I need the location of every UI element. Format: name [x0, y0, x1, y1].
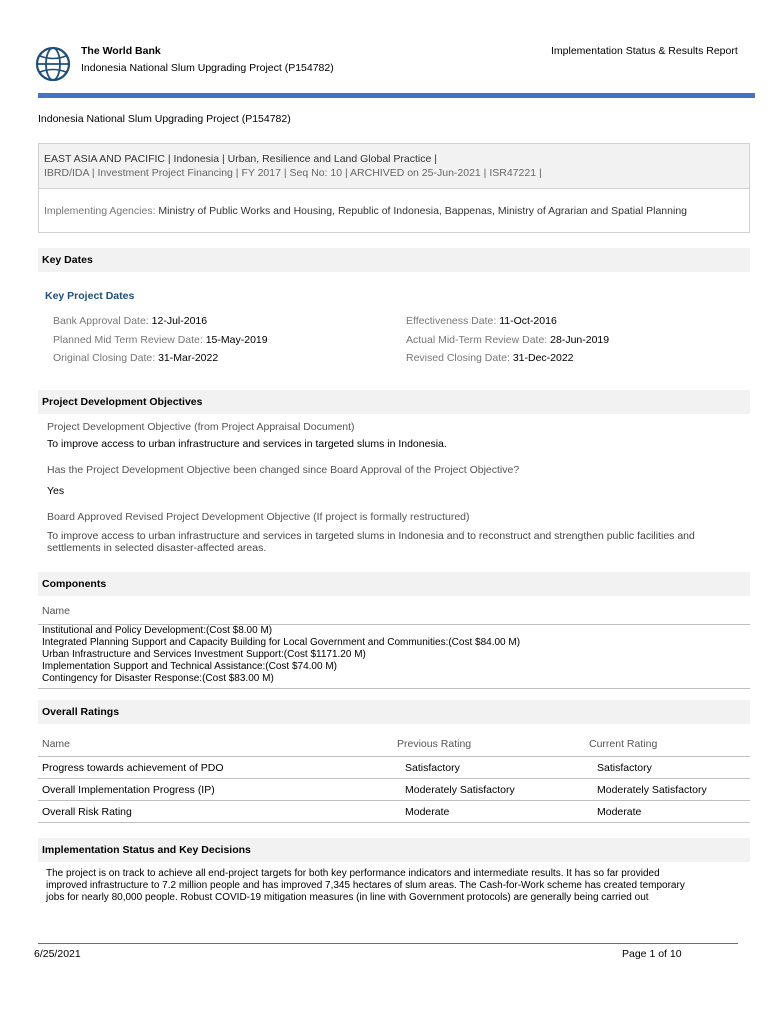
ratings-col-current: Current Rating	[589, 738, 658, 750]
revised-pdo-text-line1: To improve access to urban infrastructure and services in targeted slums in Indonesia and to reconstruct and strengthen public facilities and	[47, 530, 695, 542]
ratings-row	[38, 801, 750, 823]
footer-divider	[38, 943, 738, 944]
rating-name: Overall Implementation Progress (IP)	[42, 784, 215, 796]
header-report-type: Implementation Status & Results Report	[551, 45, 738, 57]
section-pdo: Project Development Objectives	[38, 390, 750, 414]
revised-closing-value: 31-Dec-2022	[512, 352, 574, 364]
revised-pdo-text-line2: settlements in selected disaster-affected areas.	[47, 542, 267, 554]
world-bank-logo-icon	[34, 45, 72, 83]
section-implementation-status: Implementation Status and Key Decisions	[38, 838, 750, 862]
page-title: Indonesia National Slum Upgrading Project (P154782)	[38, 113, 291, 125]
pdo-changed-answer: Yes	[47, 485, 65, 497]
actual-mtr-label: Actual Mid-Term Review Date:	[406, 334, 548, 346]
implementation-status-text	[46, 868, 746, 904]
rating-name: Progress towards achievement of PDO	[42, 762, 224, 774]
rating-current: Moderately Satisfactory	[597, 784, 707, 796]
original-closing-date	[53, 352, 218, 364]
project-info-box	[38, 143, 750, 189]
component-item: Integrated Planning Support and Capacity Building for Local Government and Communities:(Cost $84.00 M)	[42, 637, 521, 648]
pdo-changed-question: Has the Project Development Objective been changed since Board Approval of the Project Objective?	[47, 464, 520, 476]
section-overall-ratings: Overall Ratings	[38, 700, 750, 724]
agencies-label: Implementing Agencies:	[44, 205, 156, 217]
ratings-row	[38, 757, 750, 779]
implementation-line: improved infrastructure to 7.2 million people and has improved 7,345 hectares of slum areas. The Cash-for-Work scheme has created temporary	[46, 880, 685, 891]
rating-name: Overall Risk Rating	[42, 806, 132, 818]
key-project-dates-title: Key Project Dates	[45, 290, 135, 302]
component-item: Institutional and Policy Development:(Cost $8.00 M)	[42, 625, 273, 636]
bank-approval-label: Bank Approval Date:	[53, 315, 149, 327]
effectiveness-value: 11-Oct-2016	[499, 315, 557, 327]
implementation-line: The project is on track to achieve all end-project targets for both key performance indicators and intermediate results. It has so far provided	[46, 868, 660, 879]
revised-closing-date	[406, 352, 574, 364]
planned-mtr-label: Planned Mid Term Review Date:	[53, 334, 203, 346]
rating-current: Satisfactory	[597, 762, 652, 774]
header-project-name: Indonesia National Slum Upgrading Project (P154782)	[81, 62, 334, 74]
footer-page-number: Page 1 of 10	[622, 948, 682, 960]
pdo-text: To improve access to urban infrastructure and services in targeted slums in Indonesia.	[47, 438, 447, 450]
ratings-row	[38, 779, 750, 801]
rating-previous: Satisfactory	[405, 762, 460, 774]
header-divider	[38, 93, 755, 98]
info-line-1: EAST ASIA AND PACIFIC | Indonesia | Urban, Resilience and Land Global Practice |	[44, 153, 437, 165]
actual-mtr-date	[406, 334, 609, 346]
revised-closing-label: Revised Closing Date:	[406, 352, 510, 364]
footer-date: 6/25/2021	[34, 948, 81, 960]
bank-approval-date	[53, 315, 207, 327]
rating-previous: Moderate	[405, 806, 450, 818]
header-org-name: The World Bank	[81, 45, 161, 57]
revised-pdo-label: Board Approved Revised Project Development Objective (If project is formally restructured)	[47, 511, 470, 523]
original-closing-value: 31-Mar-2022	[158, 352, 219, 364]
ratings-col-name: Name	[42, 738, 71, 750]
rating-previous: Moderately Satisfactory	[405, 784, 515, 796]
section-key-dates: Key Dates	[38, 248, 750, 272]
ratings-col-previous: Previous Rating	[397, 738, 472, 750]
agencies-value: Ministry of Public Works and Housing, Republic of Indonesia, Bappenas, Ministry of Agrarian and Spatial Planning	[158, 205, 688, 217]
actual-mtr-value: 28-Jun-2019	[550, 334, 610, 346]
pdo-label: Project Development Objective (from Project Appraisal Document)	[47, 421, 355, 433]
component-item: Contingency for Disaster Response:(Cost $83.00 M)	[42, 673, 274, 684]
component-item: Urban Infrastructure and Services Investment Support:(Cost $1171.20 M)	[42, 649, 366, 660]
rating-current: Moderate	[597, 806, 642, 818]
implementing-agencies-box	[38, 189, 750, 233]
components-divider-bottom	[38, 688, 750, 689]
planned-mtr-date	[53, 334, 268, 346]
ratings-header-row	[38, 733, 750, 757]
bank-approval-value: 12-Jul-2016	[151, 315, 208, 327]
effectiveness-label: Effectiveness Date:	[406, 315, 497, 327]
components-name-header: Name	[42, 605, 71, 617]
original-closing-label: Original Closing Date:	[53, 352, 156, 364]
implementation-line: jobs for nearly 80,000 people. Robust COVID-19 mitigation measures (in line with Government protocols) are generally being carried out	[46, 892, 649, 903]
component-item: Implementation Support and Technical Assistance:(Cost $74.00 M)	[42, 661, 337, 672]
section-components: Components	[38, 572, 750, 596]
effectiveness-date	[406, 315, 557, 327]
info-line-2: IBRD/IDA | Investment Project Financing | FY 2017 | Seq No: 10 | ARCHIVED on 25-Jun-2021 | ISR47221 |	[44, 167, 542, 179]
components-list	[42, 625, 520, 685]
planned-mtr-value: 15-May-2019	[205, 334, 268, 346]
